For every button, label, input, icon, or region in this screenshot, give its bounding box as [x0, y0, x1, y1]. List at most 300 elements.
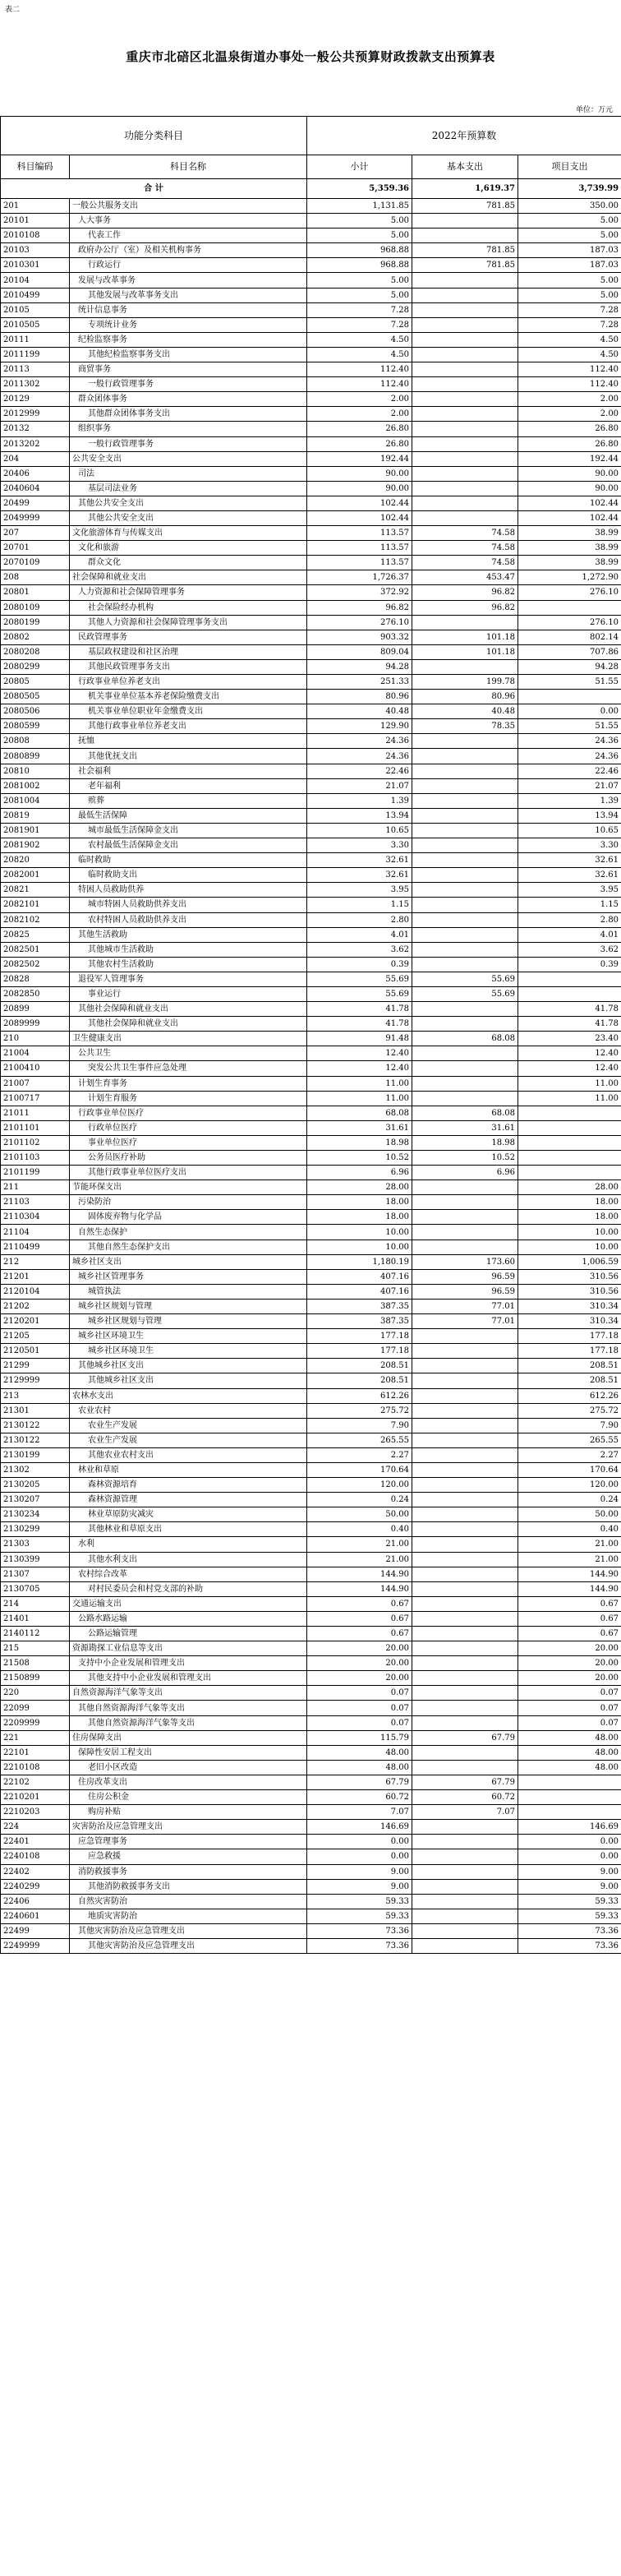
- row-basic: 101.18: [412, 644, 518, 659]
- row-code: 201: [1, 199, 70, 214]
- row-code: 2120104: [1, 1284, 70, 1299]
- table-row: [1, 1522, 621, 1537]
- row-code: 21205: [1, 1329, 70, 1344]
- row-basic: [412, 1046, 518, 1061]
- row-project: 2.00: [518, 392, 621, 407]
- row-name: 统计信息事务: [70, 302, 307, 317]
- row-basic: [412, 912, 518, 927]
- row-basic: [412, 1493, 518, 1507]
- row-code: 2210203: [1, 1805, 70, 1820]
- row-name: 其他自然资源海洋气象等支出: [70, 1715, 307, 1730]
- unit-label: 单位：万元: [575, 106, 613, 114]
- table-row: [1, 1909, 621, 1923]
- row-code: 2011302: [1, 377, 70, 392]
- table-row: [1, 1938, 621, 1953]
- row-project: 59.33: [518, 1909, 621, 1923]
- row-code: 20825: [1, 927, 70, 942]
- row-basic: [412, 1537, 518, 1552]
- row-code: 2012999: [1, 407, 70, 422]
- row-subtotal: 113.57: [307, 556, 412, 570]
- row-subtotal: 0.07: [307, 1701, 412, 1715]
- row-project: 310.56: [518, 1284, 621, 1299]
- table-row: [1, 853, 621, 868]
- row-subtotal: 18.00: [307, 1210, 412, 1225]
- header-budget-year: 2022年预算数: [307, 117, 621, 155]
- table-row: [1, 243, 621, 258]
- row-project: 11.00: [518, 1091, 621, 1106]
- row-code: 2209999: [1, 1715, 70, 1730]
- row-code: 2070109: [1, 556, 70, 570]
- row-basic: 781.85: [412, 258, 518, 273]
- row-basic: [412, 347, 518, 362]
- table-row: [1, 1805, 621, 1820]
- row-project: 275.72: [518, 1403, 621, 1418]
- row-subtotal: 10.52: [307, 1151, 412, 1166]
- row-project: 38.99: [518, 556, 621, 570]
- row-subtotal: 21.07: [307, 778, 412, 793]
- row-basic: 781.85: [412, 243, 518, 258]
- row-subtotal: 1,726.37: [307, 570, 412, 585]
- row-name: 固体废弃物与化学品: [70, 1210, 307, 1225]
- row-code: 208: [1, 570, 70, 585]
- row-project: 9.00: [518, 1879, 621, 1894]
- row-subtotal: 129.90: [307, 719, 412, 734]
- row-name: 机关事业单位基本养老保险缴费支出: [70, 690, 307, 704]
- table-row: [1, 1166, 621, 1180]
- row-basic: [412, 1195, 518, 1210]
- row-name: 群众文化: [70, 556, 307, 570]
- row-basic: [412, 1656, 518, 1671]
- row-subtotal: 170.64: [307, 1462, 412, 1477]
- row-code: 220: [1, 1686, 70, 1701]
- table-row: [1, 1106, 621, 1120]
- row-code: 2240108: [1, 1849, 70, 1864]
- table-row: [1, 1849, 621, 1864]
- row-subtotal: 1,131.85: [307, 199, 412, 214]
- row-code: 213: [1, 1388, 70, 1403]
- row-subtotal: 50.00: [307, 1507, 412, 1522]
- row-name: 其他公共安全支出: [70, 496, 307, 510]
- row-name: 老年福利: [70, 778, 307, 793]
- row-name: 其他支持中小企业发展和管理支出: [70, 1671, 307, 1686]
- row-subtotal: 7.28: [307, 302, 412, 317]
- row-name: 殡葬: [70, 793, 307, 808]
- row-subtotal: 387.35: [307, 1299, 412, 1313]
- row-project: 1.15: [518, 898, 621, 912]
- row-project: 0.67: [518, 1627, 621, 1641]
- table-row: [1, 1269, 621, 1284]
- row-name: 城乡社区环境卫生: [70, 1344, 307, 1359]
- row-code: 2082001: [1, 868, 70, 883]
- row-subtotal: 9.00: [307, 1879, 412, 1894]
- table-row: [1, 347, 621, 362]
- row-project: 4.50: [518, 347, 621, 362]
- row-subtotal: 6.96: [307, 1166, 412, 1180]
- row-basic: [412, 1567, 518, 1581]
- row-project: [518, 1790, 621, 1805]
- table-row: [1, 1879, 621, 1894]
- row-basic: [412, 273, 518, 288]
- row-basic: 55.69: [412, 972, 518, 986]
- row-name: 人力资源和社会保障管理事务: [70, 585, 307, 600]
- row-subtotal: 13.94: [307, 808, 412, 823]
- row-name: 城乡社区支出: [70, 1254, 307, 1269]
- header-code: 科目编码: [1, 155, 70, 179]
- row-name: 基层政权建设和社区治理: [70, 644, 307, 659]
- row-subtotal: 32.61: [307, 868, 412, 883]
- table-row: [1, 1225, 621, 1240]
- row-project: 41.78: [518, 1002, 621, 1017]
- row-subtotal: 2.80: [307, 912, 412, 927]
- row-subtotal: 112.40: [307, 362, 412, 377]
- row-subtotal: 275.72: [307, 1403, 412, 1418]
- row-name: 一般行政管理事务: [70, 377, 307, 392]
- table-row: [1, 1151, 621, 1166]
- page-title: 重庆市北碚区北温泉街道办事处一般公共预算财政拨款支出预算表: [126, 49, 495, 64]
- row-project: 24.36: [518, 734, 621, 749]
- table-row: [1, 1730, 621, 1745]
- row-name: 代表工作: [70, 229, 307, 243]
- row-project: 11.00: [518, 1076, 621, 1091]
- row-name: 一般公共服务支出: [70, 199, 307, 214]
- row-basic: [412, 1835, 518, 1849]
- row-subtotal: 0.40: [307, 1522, 412, 1537]
- row-basic: [412, 1388, 518, 1403]
- row-subtotal: 59.33: [307, 1909, 412, 1923]
- row-project: 0.24: [518, 1493, 621, 1507]
- row-name: 城乡社区规划与管理: [70, 1314, 307, 1329]
- row-code: 20821: [1, 883, 70, 898]
- row-basic: [412, 1403, 518, 1418]
- row-name: 其他城乡社区支出: [70, 1373, 307, 1388]
- row-basic: [412, 288, 518, 302]
- table-row: [1, 1596, 621, 1611]
- row-project: 26.80: [518, 436, 621, 451]
- row-code: 21011: [1, 1106, 70, 1120]
- row-code: 2130207: [1, 1493, 70, 1507]
- row-code: 211: [1, 1180, 70, 1195]
- row-name: 机关事业单位职业年金缴费支出: [70, 704, 307, 719]
- table-row: [1, 704, 621, 719]
- table-row: [1, 510, 621, 525]
- row-subtotal: 40.48: [307, 704, 412, 719]
- row-basic: [412, 1225, 518, 1240]
- row-subtotal: 0.67: [307, 1627, 412, 1641]
- table-row: [1, 1447, 621, 1462]
- row-project: 2.27: [518, 1447, 621, 1462]
- row-project: 22.46: [518, 764, 621, 778]
- row-basic: 68.08: [412, 1106, 518, 1120]
- row-subtotal: 0.67: [307, 1611, 412, 1626]
- row-code: 2130205: [1, 1478, 70, 1493]
- header-column-row: [1, 155, 621, 179]
- row-basic: [412, 1611, 518, 1626]
- row-code: 20820: [1, 853, 70, 868]
- row-project: [518, 600, 621, 615]
- row-basic: [412, 1760, 518, 1775]
- row-name: 社会保障和就业支出: [70, 570, 307, 585]
- row-name: 农业生产发展: [70, 1418, 307, 1433]
- row-subtotal: 177.18: [307, 1329, 412, 1344]
- table-row: [1, 1790, 621, 1805]
- row-basic: [412, 481, 518, 496]
- row-subtotal: 90.00: [307, 481, 412, 496]
- row-subtotal: 21.00: [307, 1552, 412, 1567]
- table-row: [1, 1686, 621, 1701]
- row-project: 3.62: [518, 942, 621, 957]
- row-name: 其他自然生态保护支出: [70, 1240, 307, 1254]
- row-project: 2.80: [518, 912, 621, 927]
- row-code: 2130122: [1, 1418, 70, 1433]
- row-name: 行政单位医疗: [70, 1120, 307, 1135]
- row-basic: 78.35: [412, 719, 518, 734]
- row-code: 21299: [1, 1359, 70, 1373]
- table-row: [1, 214, 621, 229]
- row-subtotal: 55.69: [307, 972, 412, 986]
- row-basic: [412, 957, 518, 972]
- row-code: 21301: [1, 1403, 70, 1418]
- row-subtotal: 55.69: [307, 986, 412, 1001]
- row-basic: 31.61: [412, 1120, 518, 1135]
- row-project: [518, 986, 621, 1001]
- row-project: 50.00: [518, 1507, 621, 1522]
- row-basic: 67.79: [412, 1730, 518, 1745]
- row-basic: 6.96: [412, 1166, 518, 1180]
- row-code: 20899: [1, 1002, 70, 1017]
- table-row: [1, 1656, 621, 1671]
- row-code: 2082102: [1, 912, 70, 927]
- row-name: 其他农业农村支出: [70, 1447, 307, 1462]
- row-code: 2080208: [1, 644, 70, 659]
- row-basic: [412, 1627, 518, 1641]
- row-project: 18.00: [518, 1210, 621, 1225]
- row-name: 农业农村: [70, 1403, 307, 1418]
- row-subtotal: 809.04: [307, 644, 412, 659]
- table-row: [1, 377, 621, 392]
- row-project: [518, 690, 621, 704]
- row-name: 发展与改革事务: [70, 273, 307, 288]
- row-project: 41.78: [518, 1017, 621, 1032]
- row-name: 其他消防救援事务支出: [70, 1879, 307, 1894]
- row-basic: [412, 1418, 518, 1433]
- row-subtotal: 265.55: [307, 1433, 412, 1447]
- table-row: [1, 868, 621, 883]
- table-row: [1, 199, 621, 214]
- row-basic: [412, 1447, 518, 1462]
- row-code: 2010505: [1, 317, 70, 332]
- row-project: 2.00: [518, 407, 621, 422]
- row-name: 其他灾害防治及应急管理支出: [70, 1938, 307, 1953]
- table-row: [1, 719, 621, 734]
- row-basic: [412, 302, 518, 317]
- row-code: 2089999: [1, 1017, 70, 1032]
- row-basic: 173.60: [412, 1254, 518, 1269]
- row-code: 20104: [1, 273, 70, 288]
- row-subtotal: 968.88: [307, 258, 412, 273]
- table-row: [1, 1745, 621, 1760]
- row-name: 污染防治: [70, 1195, 307, 1210]
- row-project: 90.00: [518, 481, 621, 496]
- row-subtotal: 28.00: [307, 1180, 412, 1195]
- row-basic: [412, 392, 518, 407]
- table-row: [1, 778, 621, 793]
- row-project: [518, 1120, 621, 1135]
- row-subtotal: 1.39: [307, 793, 412, 808]
- row-subtotal: 7.07: [307, 1805, 412, 1820]
- row-basic: 60.72: [412, 1790, 518, 1805]
- row-subtotal: 144.90: [307, 1581, 412, 1596]
- table-row: [1, 570, 621, 585]
- row-basic: [412, 898, 518, 912]
- row-code: 22401: [1, 1835, 70, 1849]
- row-basic: 74.58: [412, 541, 518, 556]
- row-project: 20.00: [518, 1671, 621, 1686]
- table-row: [1, 541, 621, 556]
- row-project: 32.61: [518, 853, 621, 868]
- row-basic: [412, 1433, 518, 1447]
- row-code: 22402: [1, 1864, 70, 1879]
- row-basic: [412, 1344, 518, 1359]
- row-code: 22406: [1, 1894, 70, 1909]
- table-row: [1, 1180, 621, 1195]
- row-name: 其他行政事业单位医疗支出: [70, 1166, 307, 1180]
- row-code: 2120201: [1, 1314, 70, 1329]
- row-basic: [412, 317, 518, 332]
- row-name: 其他人力资源和社会保障管理事务支出: [70, 615, 307, 630]
- table-row: [1, 615, 621, 630]
- row-project: 192.44: [518, 451, 621, 466]
- row-project: 48.00: [518, 1730, 621, 1745]
- header-function-category: 功能分类科目: [1, 117, 307, 155]
- row-code: 2080599: [1, 719, 70, 734]
- row-basic: 77.01: [412, 1299, 518, 1313]
- header-subtotal: 小计: [307, 155, 412, 179]
- row-basic: [412, 1507, 518, 1522]
- row-project: 1,272.90: [518, 570, 621, 585]
- row-code: 20132: [1, 422, 70, 436]
- row-subtotal: 12.40: [307, 1061, 412, 1076]
- row-code: 2129999: [1, 1373, 70, 1388]
- total-row: [1, 179, 621, 199]
- row-subtotal: 276.10: [307, 615, 412, 630]
- row-basic: [412, 1686, 518, 1701]
- row-code: 215: [1, 1641, 70, 1656]
- row-basic: 96.82: [412, 600, 518, 615]
- row-name: 城市特困人员救助供养支出: [70, 898, 307, 912]
- row-subtotal: 10.65: [307, 823, 412, 838]
- table-row: [1, 1581, 621, 1596]
- row-code: 20810: [1, 764, 70, 778]
- table-row: [1, 1284, 621, 1299]
- row-code: 2010301: [1, 258, 70, 273]
- row-project: 20.00: [518, 1641, 621, 1656]
- row-subtotal: 144.90: [307, 1567, 412, 1581]
- row-code: 2130299: [1, 1522, 70, 1537]
- row-project: 102.44: [518, 510, 621, 525]
- row-code: 2040604: [1, 481, 70, 496]
- row-subtotal: 1.15: [307, 898, 412, 912]
- row-project: 38.99: [518, 541, 621, 556]
- row-name: 文化旅游体育与传媒支出: [70, 526, 307, 541]
- row-code: 2130705: [1, 1581, 70, 1596]
- row-subtotal: 7.28: [307, 317, 412, 332]
- row-name: 其他社会保障和就业支出: [70, 1002, 307, 1017]
- row-code: 21307: [1, 1567, 70, 1581]
- row-name: 其他行政事业单位养老支出: [70, 719, 307, 734]
- row-name: 社会福利: [70, 764, 307, 778]
- row-basic: 80.96: [412, 690, 518, 704]
- row-name: 老旧小区改造: [70, 1760, 307, 1775]
- row-project: 265.55: [518, 1433, 621, 1447]
- row-name: 其他林业和草原支出: [70, 1522, 307, 1537]
- row-basic: [412, 1076, 518, 1091]
- table-row: [1, 1120, 621, 1135]
- table-row: [1, 793, 621, 808]
- row-name: 住房公积金: [70, 1790, 307, 1805]
- table-row: [1, 1493, 621, 1507]
- row-name: 司法: [70, 466, 307, 481]
- row-name: 城乡社区环境卫生: [70, 1329, 307, 1344]
- row-subtotal: 21.00: [307, 1537, 412, 1552]
- row-project: 208.51: [518, 1373, 621, 1388]
- row-code: 20111: [1, 332, 70, 347]
- row-name: 其他优抚支出: [70, 749, 307, 764]
- row-code: 20406: [1, 466, 70, 481]
- table-row: [1, 883, 621, 898]
- row-basic: 96.59: [412, 1269, 518, 1284]
- row-code: 2101199: [1, 1166, 70, 1180]
- row-name: 对村民委员会和村党支部的补助: [70, 1581, 307, 1596]
- table-row: [1, 526, 621, 541]
- row-code: 2082101: [1, 898, 70, 912]
- row-project: 144.90: [518, 1581, 621, 1596]
- row-subtotal: 67.79: [307, 1775, 412, 1789]
- table-row: [1, 972, 621, 986]
- row-project: 7.28: [518, 317, 621, 332]
- row-name: 文化和旅游: [70, 541, 307, 556]
- row-basic: [412, 510, 518, 525]
- row-name: 住房改革支出: [70, 1775, 307, 1789]
- row-name: 其他自然资源海洋气象等支出: [70, 1701, 307, 1715]
- row-name: 保障性安居工程支出: [70, 1745, 307, 1760]
- row-subtotal: 2.00: [307, 392, 412, 407]
- row-subtotal: 251.33: [307, 675, 412, 690]
- table-row: [1, 690, 621, 704]
- table-row: [1, 1418, 621, 1433]
- table-row: [1, 630, 621, 644]
- table-row: [1, 1671, 621, 1686]
- row-basic: [412, 1701, 518, 1715]
- row-basic: [412, 407, 518, 422]
- row-project: 112.40: [518, 377, 621, 392]
- row-name: 应急救援: [70, 1849, 307, 1864]
- table-number-label: 表二: [5, 6, 21, 14]
- row-basic: 55.69: [412, 986, 518, 1001]
- row-code: 2081002: [1, 778, 70, 793]
- row-project: 0.07: [518, 1715, 621, 1730]
- row-project: 7.28: [518, 302, 621, 317]
- row-subtotal: 20.00: [307, 1656, 412, 1671]
- row-basic: 40.48: [412, 704, 518, 719]
- row-code: 20805: [1, 675, 70, 690]
- row-name: 临时救助: [70, 853, 307, 868]
- row-name: 其他社会保障和就业支出: [70, 1017, 307, 1032]
- row-subtotal: 18.00: [307, 1195, 412, 1210]
- row-basic: 96.82: [412, 585, 518, 600]
- row-code: 20802: [1, 630, 70, 644]
- row-subtotal: 90.00: [307, 466, 412, 481]
- row-name: 灾害防治及应急管理支出: [70, 1820, 307, 1835]
